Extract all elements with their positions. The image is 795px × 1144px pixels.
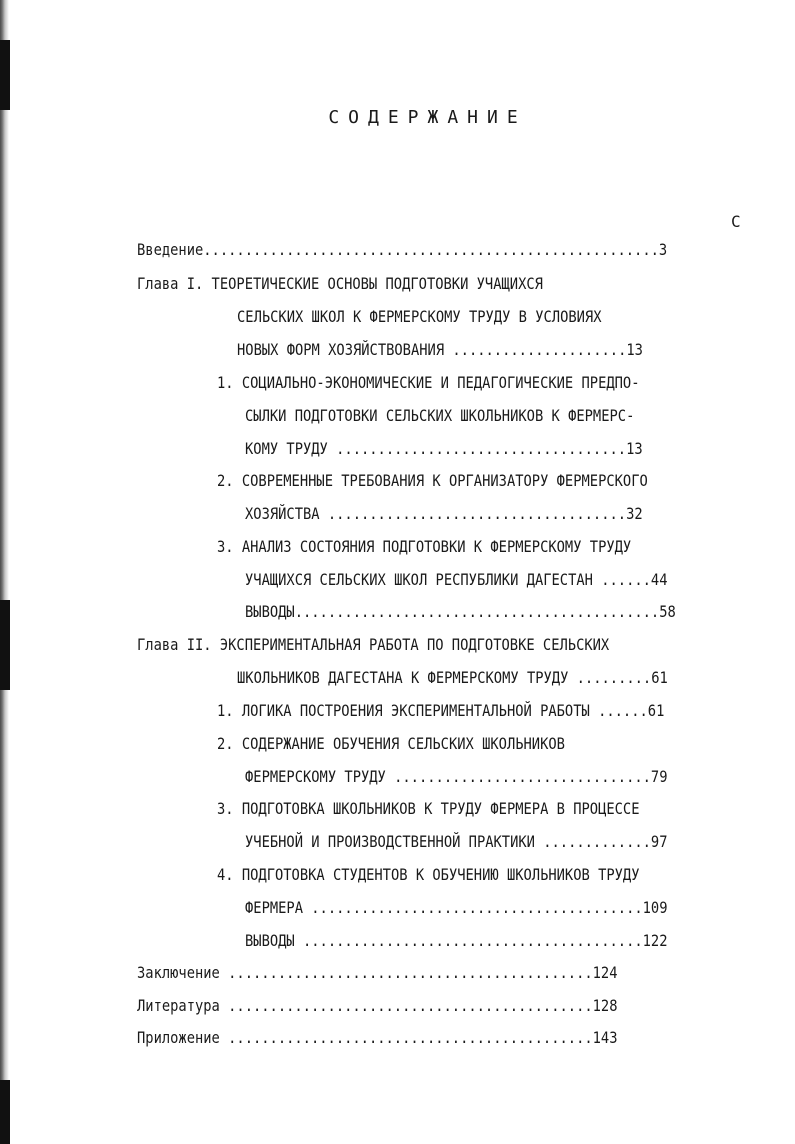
scan-left-edge xyxy=(0,0,9,1144)
toc-line-section-2-3: 3. ПОДГОТОВКА ШКОЛЬНИКОВ К ТРУДУ ФЕРМЕРА В ПРОЦЕССЕ xyxy=(217,799,640,818)
toc-line: КОМУ ТРУДУ ...................................13 xyxy=(245,439,643,458)
toc-line: УЧАЩИХСЯ СЕЛЬСКИХ ШКОЛ РЕСПУБЛИКИ ДАГЕСТАН ......44 xyxy=(245,570,668,589)
scan-edge-mark xyxy=(0,40,10,110)
page-column-label: С xyxy=(731,212,741,231)
page-title: СОДЕРЖАНИЕ xyxy=(328,107,527,128)
toc-line-chapter-2: Глава II. ЭКСПЕРИМЕНТАЛЬНАЯ РАБОТА ПО ПОДГОТОВКЕ СЕЛЬСКИХ xyxy=(137,635,610,654)
toc-line-section-2-2: 2. СОДЕРЖАНИЕ ОБУЧЕНИЯ СЕЛЬСКИХ ШКОЛЬНИКОВ xyxy=(217,734,565,753)
toc-line-section-1-2: 2. СОВРЕМЕННЫЕ ТРЕБОВАНИЯ К ОРГАНИЗАТОРУ ФЕРМЕРСКОГО xyxy=(217,471,648,490)
scan-edge-mark xyxy=(0,600,10,690)
toc-line-references: Литература ............................................128 xyxy=(137,996,618,1015)
toc-line-section-2-1: 1. ЛОГИКА ПОСТРОЕНИЯ ЭКСПЕРИМЕНТАЛЬНОЙ РАБОТЫ ......61 xyxy=(217,701,665,720)
scan-edge-mark xyxy=(0,1080,10,1144)
toc-line: СЕЛЬСКИХ ШКОЛ К ФЕРМЕРСКОМУ ТРУДУ В УСЛОВИЯХ xyxy=(237,307,602,326)
toc-line-section-1-1: 1. СОЦИАЛЬНО-ЭКОНОМИЧЕСКИЕ И ПЕДАГОГИЧЕСКИЕ ПРЕДПО- xyxy=(217,373,640,392)
toc-line-section-1-3: 3. АНАЛИЗ СОСТОЯНИЯ ПОДГОТОВКИ К ФЕРМЕРСКОМУ ТРУДУ xyxy=(217,537,632,556)
toc-line-chapter-1: Глава I. ТЕОРЕТИЧЕСКИЕ ОСНОВЫ ПОДГОТОВКИ УЧАЩИХСЯ xyxy=(137,274,543,293)
toc-line: НОВЫХ ФОРМ ХОЗЯЙСТВОВАНИЯ .....................13 xyxy=(237,340,643,359)
toc-line-conclusions-2: ВЫВОДЫ .........................................122 xyxy=(245,931,668,950)
toc-line-appendix: Приложение ............................................143 xyxy=(137,1028,618,1047)
toc-line-introduction: Введение.......................................................3 xyxy=(137,240,668,259)
toc-line: ФЕРМЕРСКОМУ ТРУДУ ...............................79 xyxy=(245,767,668,786)
toc-line: ФЕРМЕРА ........................................109 xyxy=(245,898,668,917)
toc-line-conclusion: Заключение ............................................124 xyxy=(137,963,618,982)
toc-line: УЧЕБНОЙ И ПРОИЗВОДСТВЕННОЙ ПРАКТИКИ .............97 xyxy=(245,832,668,851)
toc-line: ШКОЛЬНИКОВ ДАГЕСТАНА К ФЕРМЕРСКОМУ ТРУДУ .........61 xyxy=(237,668,668,687)
toc-line-section-2-4: 4. ПОДГОТОВКА СТУДЕНТОВ К ОБУЧЕНИЮ ШКОЛЬНИКОВ ТРУДУ xyxy=(217,865,640,884)
toc-line: СЫЛКИ ПОДГОТОВКИ СЕЛЬСКИХ ШКОЛЬНИКОВ К ФЕРМЕРС- xyxy=(245,406,635,425)
toc-line: ХОЗЯЙСТВА ....................................32 xyxy=(245,504,643,523)
toc-line-conclusions-1: ВЫВОДЫ............................................58 xyxy=(245,602,676,621)
